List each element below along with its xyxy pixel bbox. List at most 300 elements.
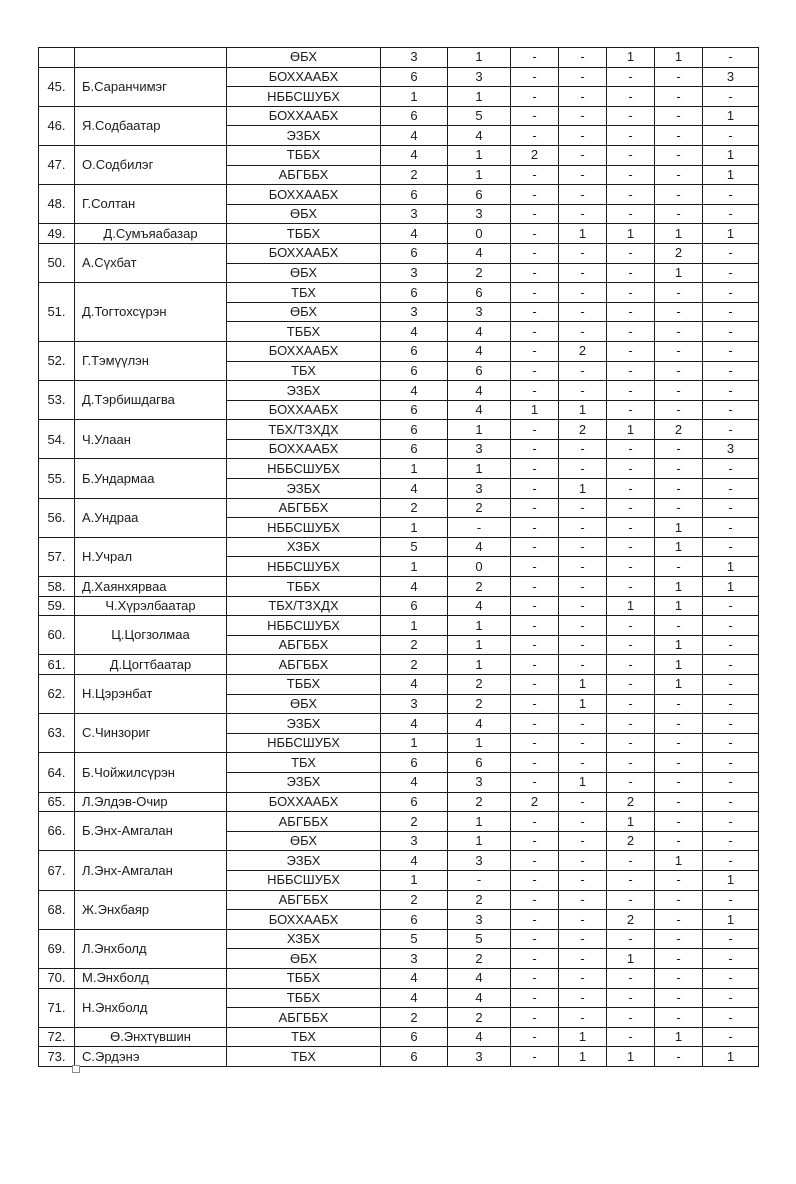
value-cell: 1 <box>655 263 703 283</box>
value-cell: - <box>703 126 759 146</box>
value-cell: - <box>607 459 655 479</box>
value-cell: 2 <box>559 341 607 361</box>
value-cell: - <box>607 165 655 185</box>
value-cell: - <box>607 537 655 557</box>
value-cell: - <box>511 929 559 949</box>
value-cell: - <box>511 322 559 342</box>
value-cell: - <box>607 204 655 224</box>
member-name-cell: Д.Цогтбаатар <box>75 655 227 675</box>
value-cell: 1 <box>448 145 511 165</box>
value-cell: 1 <box>655 675 703 695</box>
value-cell: 1 <box>703 557 759 577</box>
value-cell: 2 <box>381 635 448 655</box>
value-cell: - <box>607 635 655 655</box>
value-cell: 1 <box>559 1027 607 1047</box>
value-cell: - <box>511 753 559 773</box>
value-cell: - <box>511 420 559 440</box>
value-cell: - <box>703 792 759 812</box>
committee-cell: ӨБХ <box>227 48 381 68</box>
committee-cell: БОХХААБХ <box>227 106 381 126</box>
value-cell: - <box>655 733 703 753</box>
member-name-cell: Ө.Энхтүвшин <box>75 1027 227 1047</box>
value-cell: - <box>511 616 559 636</box>
value-cell: - <box>703 733 759 753</box>
member-name-cell: Д.Тэрбишдагва <box>75 381 227 420</box>
value-cell: 3 <box>381 302 448 322</box>
member-number-cell <box>39 48 75 68</box>
value-cell: 1 <box>381 518 448 538</box>
value-cell: - <box>655 929 703 949</box>
value-cell: 3 <box>381 48 448 68</box>
value-cell: 1 <box>655 518 703 538</box>
value-cell: 6 <box>448 283 511 303</box>
committee-attendance-table <box>38 47 759 1067</box>
value-cell: 6 <box>381 753 448 773</box>
committee-cell: ӨБХ <box>227 949 381 969</box>
value-cell: - <box>511 733 559 753</box>
value-cell: 1 <box>448 48 511 68</box>
value-cell: - <box>703 772 759 792</box>
value-cell: 6 <box>448 185 511 205</box>
value-cell: - <box>607 498 655 518</box>
value-cell: 6 <box>381 596 448 616</box>
value-cell: 4 <box>448 596 511 616</box>
value-cell: - <box>559 439 607 459</box>
value-cell: 5 <box>381 537 448 557</box>
value-cell: - <box>655 1047 703 1067</box>
value-cell: - <box>559 1008 607 1028</box>
member-number-cell: 51. <box>39 283 75 342</box>
value-cell: 1 <box>448 420 511 440</box>
member-number-cell: 70. <box>39 968 75 988</box>
value-cell: 3 <box>448 439 511 459</box>
committee-cell: АБГББХ <box>227 498 381 518</box>
value-cell: 3 <box>703 67 759 87</box>
value-cell: 1 <box>655 635 703 655</box>
member-name-cell: Б.Чойжилсүрэн <box>75 753 227 792</box>
value-cell: - <box>703 381 759 401</box>
committee-cell: ТБХ <box>227 361 381 381</box>
value-cell: - <box>655 949 703 969</box>
value-cell: - <box>655 439 703 459</box>
value-cell: - <box>511 224 559 244</box>
committee-cell: ТБХ/ТЗХДХ <box>227 420 381 440</box>
value-cell: - <box>448 870 511 890</box>
value-cell: - <box>655 1008 703 1028</box>
value-cell: 1 <box>655 48 703 68</box>
value-cell: 6 <box>381 439 448 459</box>
value-cell: - <box>511 968 559 988</box>
value-cell: 4 <box>381 772 448 792</box>
value-cell: - <box>703 616 759 636</box>
value-cell: - <box>703 420 759 440</box>
value-cell: 6 <box>448 361 511 381</box>
member-number-cell: 47. <box>39 145 75 184</box>
committee-cell: АБГББХ <box>227 812 381 832</box>
member-number-cell: 50. <box>39 243 75 282</box>
value-cell: 0 <box>448 557 511 577</box>
value-cell: 6 <box>381 341 448 361</box>
value-cell: 2 <box>448 949 511 969</box>
value-cell: 4 <box>448 243 511 263</box>
value-cell: - <box>607 302 655 322</box>
committee-cell: БОХХААБХ <box>227 185 381 205</box>
value-cell: - <box>703 1027 759 1047</box>
value-cell: 1 <box>381 733 448 753</box>
value-cell: - <box>559 126 607 146</box>
value-cell: 2 <box>381 890 448 910</box>
value-cell: - <box>511 1047 559 1067</box>
value-cell: - <box>511 126 559 146</box>
member-number-cell: 64. <box>39 753 75 792</box>
value-cell: - <box>511 772 559 792</box>
member-number-cell: 62. <box>39 675 75 714</box>
committee-cell: АБГББХ <box>227 890 381 910</box>
value-cell: - <box>559 381 607 401</box>
value-cell: - <box>655 772 703 792</box>
value-cell: - <box>703 283 759 303</box>
table-row <box>39 420 759 440</box>
table-row <box>39 381 759 401</box>
value-cell: - <box>559 185 607 205</box>
value-cell: - <box>559 988 607 1008</box>
committee-cell: ТББХ <box>227 675 381 695</box>
value-cell: - <box>703 185 759 205</box>
value-cell: - <box>511 694 559 714</box>
value-cell: 2 <box>607 792 655 812</box>
value-cell: 3 <box>448 204 511 224</box>
committee-cell: ЭЗБХ <box>227 479 381 499</box>
value-cell: - <box>511 185 559 205</box>
value-cell: 2 <box>448 1008 511 1028</box>
member-name-cell: Д.Тогтохсүрэн <box>75 283 227 342</box>
member-name-cell: Н.Цэрэнбат <box>75 675 227 714</box>
table-row <box>39 596 759 616</box>
value-cell: - <box>559 968 607 988</box>
value-cell: - <box>703 243 759 263</box>
value-cell: - <box>607 733 655 753</box>
committee-cell: НББСШУБХ <box>227 733 381 753</box>
member-name-cell: О.Содбилэг <box>75 145 227 184</box>
value-cell: - <box>511 165 559 185</box>
value-cell: 1 <box>703 870 759 890</box>
table-row <box>39 498 759 518</box>
value-cell: - <box>655 498 703 518</box>
value-cell: - <box>655 67 703 87</box>
value-cell: - <box>511 106 559 126</box>
value-cell: 3 <box>381 949 448 969</box>
committee-cell: БОХХААБХ <box>227 400 381 420</box>
value-cell: - <box>607 439 655 459</box>
committee-cell: ХЗБХ <box>227 929 381 949</box>
value-cell: - <box>511 381 559 401</box>
committee-cell: ӨБХ <box>227 204 381 224</box>
value-cell: - <box>703 459 759 479</box>
value-cell: 1 <box>703 165 759 185</box>
value-cell: - <box>703 302 759 322</box>
value-cell: - <box>655 988 703 1008</box>
value-cell: 4 <box>381 577 448 597</box>
value-cell: - <box>703 831 759 851</box>
value-cell: - <box>607 988 655 1008</box>
value-cell: 6 <box>381 106 448 126</box>
value-cell: - <box>607 675 655 695</box>
value-cell: 4 <box>381 126 448 146</box>
table-row <box>39 753 759 773</box>
value-cell: - <box>511 655 559 675</box>
committee-cell: НББСШУБХ <box>227 518 381 538</box>
table-row <box>39 67 759 87</box>
table-body <box>39 48 759 1067</box>
value-cell: - <box>703 361 759 381</box>
value-cell: - <box>511 890 559 910</box>
value-cell: 2 <box>448 498 511 518</box>
value-cell: - <box>511 1027 559 1047</box>
member-number-cell: 54. <box>39 420 75 459</box>
value-cell: 2 <box>381 1008 448 1028</box>
value-cell: 1 <box>448 459 511 479</box>
value-cell: - <box>703 204 759 224</box>
value-cell: - <box>655 812 703 832</box>
value-cell: - <box>559 263 607 283</box>
value-cell: - <box>511 1008 559 1028</box>
table-row <box>39 851 759 871</box>
committee-cell: НББСШУБХ <box>227 557 381 577</box>
value-cell: - <box>655 106 703 126</box>
committee-cell: ЭЗБХ <box>227 381 381 401</box>
table-row <box>39 812 759 832</box>
value-cell: 1 <box>703 910 759 930</box>
value-cell: - <box>607 381 655 401</box>
value-cell: - <box>559 459 607 479</box>
value-cell: 1 <box>703 577 759 597</box>
value-cell: - <box>655 792 703 812</box>
value-cell: 1 <box>559 675 607 695</box>
value-cell: - <box>559 87 607 107</box>
value-cell: - <box>511 302 559 322</box>
member-name-cell: Д.Хаянхярваа <box>75 577 227 597</box>
value-cell: 1 <box>559 694 607 714</box>
value-cell: - <box>607 968 655 988</box>
value-cell: 4 <box>381 381 448 401</box>
value-cell: - <box>655 185 703 205</box>
committee-cell: БОХХААБХ <box>227 910 381 930</box>
value-cell: - <box>703 714 759 734</box>
value-cell: 6 <box>448 753 511 773</box>
value-cell: 1 <box>655 596 703 616</box>
table-row <box>39 459 759 479</box>
committee-cell: ТББХ <box>227 988 381 1008</box>
value-cell: - <box>703 694 759 714</box>
value-cell: 6 <box>381 283 448 303</box>
value-cell: 2 <box>381 165 448 185</box>
value-cell: 4 <box>448 381 511 401</box>
value-cell: - <box>559 851 607 871</box>
committee-cell: ТББХ <box>227 577 381 597</box>
value-cell: - <box>559 243 607 263</box>
value-cell: 4 <box>381 479 448 499</box>
value-cell: 1 <box>655 655 703 675</box>
value-cell: - <box>559 518 607 538</box>
value-cell: - <box>511 831 559 851</box>
value-cell: - <box>511 870 559 890</box>
value-cell: 4 <box>381 322 448 342</box>
value-cell: 1 <box>381 870 448 890</box>
committee-cell: ТБХ <box>227 1047 381 1067</box>
value-cell: - <box>511 714 559 734</box>
value-cell: 3 <box>381 694 448 714</box>
value-cell: - <box>511 498 559 518</box>
committee-cell: ЭЗБХ <box>227 851 381 871</box>
committee-cell: ӨБХ <box>227 694 381 714</box>
value-cell: 1 <box>381 557 448 577</box>
value-cell: - <box>511 596 559 616</box>
member-number-cell: 68. <box>39 890 75 929</box>
table-row <box>39 577 759 597</box>
value-cell: - <box>703 498 759 518</box>
value-cell: - <box>607 263 655 283</box>
value-cell: 5 <box>448 106 511 126</box>
value-cell: - <box>559 910 607 930</box>
value-cell: 4 <box>448 341 511 361</box>
member-name-cell: Л.Энх-Амгалан <box>75 851 227 890</box>
value-cell: - <box>607 1027 655 1047</box>
value-cell: - <box>559 557 607 577</box>
table-row <box>39 145 759 165</box>
value-cell: - <box>511 263 559 283</box>
value-cell: - <box>559 792 607 812</box>
value-cell: 1 <box>448 616 511 636</box>
value-cell: 1 <box>448 733 511 753</box>
member-number-cell: 65. <box>39 792 75 812</box>
value-cell: - <box>655 302 703 322</box>
value-cell: 3 <box>381 263 448 283</box>
committee-cell: ТББХ <box>227 145 381 165</box>
value-cell: 1 <box>448 831 511 851</box>
value-cell: - <box>655 616 703 636</box>
member-number-cell: 58. <box>39 577 75 597</box>
value-cell: 5 <box>448 929 511 949</box>
value-cell: - <box>607 577 655 597</box>
value-cell: 2 <box>655 420 703 440</box>
member-number-cell: 57. <box>39 537 75 576</box>
value-cell: - <box>559 596 607 616</box>
table-row <box>39 792 759 812</box>
value-cell: - <box>655 361 703 381</box>
value-cell: - <box>559 302 607 322</box>
value-cell: 2 <box>511 145 559 165</box>
value-cell: - <box>607 929 655 949</box>
value-cell: 1 <box>655 577 703 597</box>
value-cell: 1 <box>655 851 703 871</box>
value-cell: 4 <box>381 851 448 871</box>
member-number-cell: 53. <box>39 381 75 420</box>
table-row <box>39 616 759 636</box>
value-cell: 6 <box>381 910 448 930</box>
committee-cell: БОХХААБХ <box>227 792 381 812</box>
committee-cell: БОХХААБХ <box>227 439 381 459</box>
committee-cell: ЭЗБХ <box>227 772 381 792</box>
committee-cell: ХЗБХ <box>227 537 381 557</box>
committee-cell: ТББХ <box>227 224 381 244</box>
value-cell: - <box>703 341 759 361</box>
value-cell: - <box>559 577 607 597</box>
member-number-cell: 72. <box>39 1027 75 1047</box>
value-cell: - <box>655 479 703 499</box>
member-name-cell: Б.Энх-Амгалан <box>75 812 227 851</box>
value-cell: - <box>655 381 703 401</box>
committee-cell: ТБХ <box>227 753 381 773</box>
value-cell: - <box>607 67 655 87</box>
value-cell: - <box>655 165 703 185</box>
value-cell: 1 <box>703 1047 759 1067</box>
value-cell: 4 <box>381 675 448 695</box>
value-cell: 1 <box>448 165 511 185</box>
member-number-cell: 69. <box>39 929 75 968</box>
value-cell: 3 <box>381 831 448 851</box>
value-cell: - <box>703 48 759 68</box>
committee-cell: БОХХААБХ <box>227 341 381 361</box>
value-cell: - <box>511 341 559 361</box>
value-cell: - <box>559 283 607 303</box>
anchor-marker-square <box>72 1065 80 1073</box>
value-cell: 2 <box>381 812 448 832</box>
table-row <box>39 48 759 68</box>
table-row <box>39 655 759 675</box>
member-name-cell: Д.Сумъяабазар <box>75 224 227 244</box>
value-cell: 4 <box>381 145 448 165</box>
value-cell: 3 <box>448 302 511 322</box>
member-number-cell: 61. <box>39 655 75 675</box>
table-row <box>39 243 759 263</box>
value-cell: - <box>703 675 759 695</box>
value-cell: - <box>655 910 703 930</box>
value-cell: - <box>559 929 607 949</box>
member-number-cell: 45. <box>39 67 75 106</box>
value-cell: - <box>655 145 703 165</box>
value-cell: - <box>511 48 559 68</box>
member-name-cell: А.Сүхбат <box>75 243 227 282</box>
member-name-cell: Н.Учрал <box>75 537 227 576</box>
value-cell: 2 <box>607 910 655 930</box>
value-cell: - <box>511 537 559 557</box>
value-cell: - <box>559 949 607 969</box>
value-cell: - <box>655 204 703 224</box>
committee-cell: ТБХ/ТЗХДХ <box>227 596 381 616</box>
value-cell: - <box>559 537 607 557</box>
value-cell: - <box>511 635 559 655</box>
value-cell: - <box>511 439 559 459</box>
value-cell: - <box>559 831 607 851</box>
member-name-cell: Я.Содбаатар <box>75 106 227 145</box>
value-cell: - <box>559 67 607 87</box>
value-cell: - <box>448 518 511 538</box>
value-cell: - <box>559 635 607 655</box>
committee-cell: ӨБХ <box>227 831 381 851</box>
value-cell: 1 <box>655 537 703 557</box>
value-cell: 6 <box>381 420 448 440</box>
member-name-cell: Ч.Улаан <box>75 420 227 459</box>
value-cell: 1 <box>607 420 655 440</box>
value-cell: - <box>511 479 559 499</box>
member-number-cell: 59. <box>39 596 75 616</box>
value-cell: 3 <box>448 67 511 87</box>
value-cell: - <box>655 557 703 577</box>
committee-cell: АБГББХ <box>227 655 381 675</box>
value-cell: - <box>559 812 607 832</box>
value-cell: - <box>655 400 703 420</box>
value-cell: - <box>511 204 559 224</box>
